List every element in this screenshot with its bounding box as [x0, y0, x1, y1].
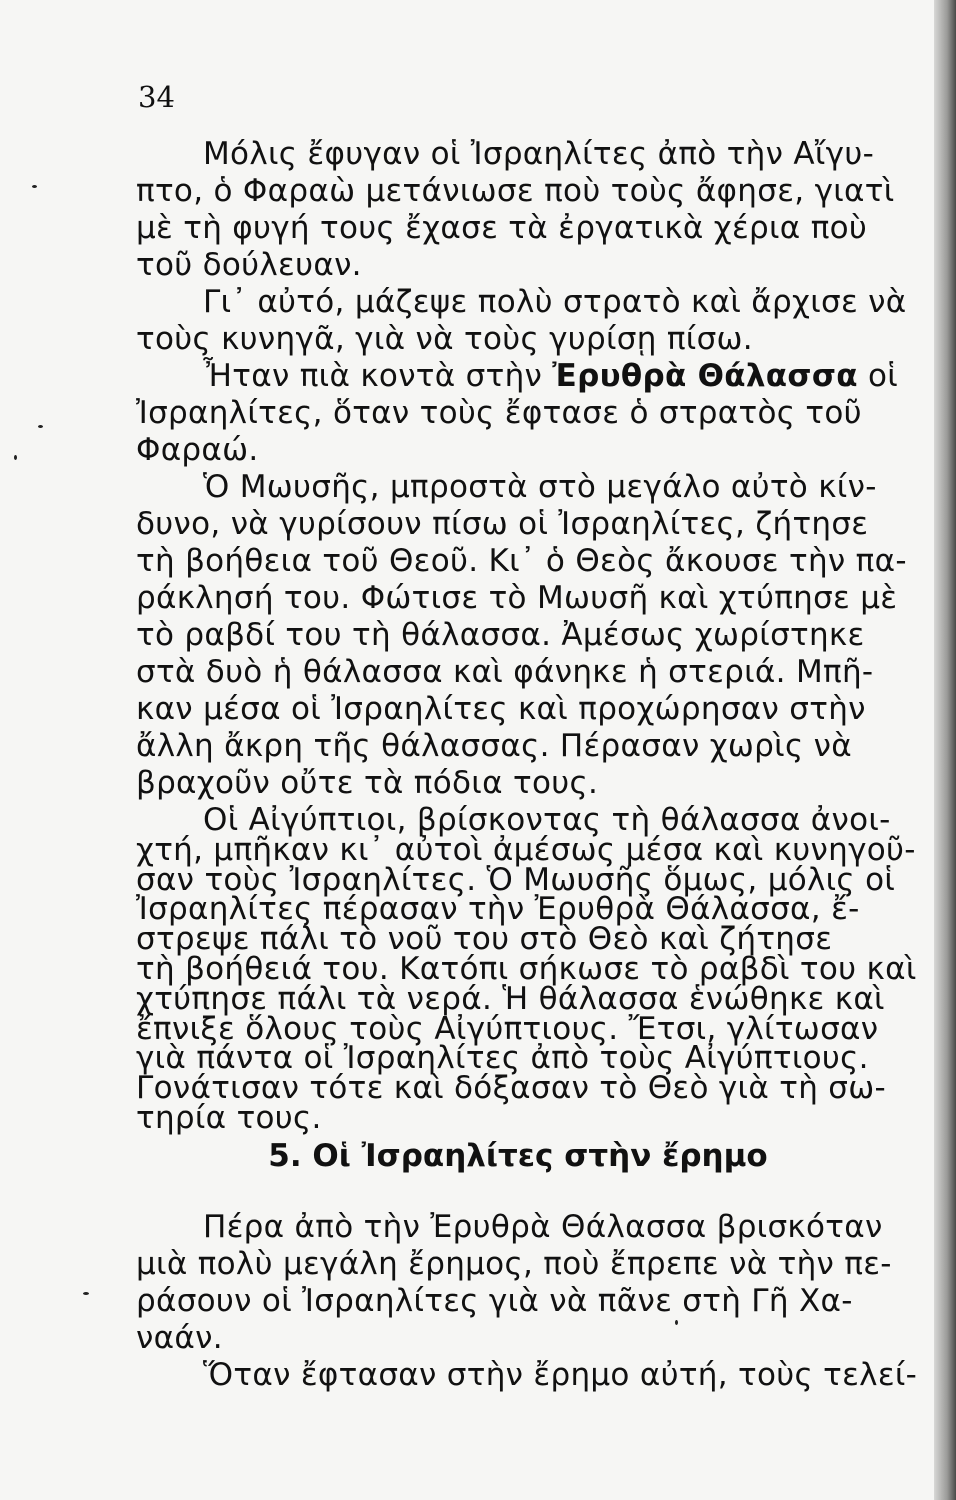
text-line: σαν τοὺς Ἰσραηλίτες. Ὁ Μωυσῆς ὅμως, μόλις οἱ [136, 861, 896, 898]
text-line: γιὰ πάντα οἱ Ἰσραηλίτες ἀπὸ τοὺς Αἰγύπτιους. [136, 1040, 869, 1077]
text-line: δυνο, νὰ γυρίσουν πίσω οἱ Ἰσραηλίτες, ζήτησε [136, 506, 869, 542]
scan-speck [32, 185, 37, 188]
text-line: Πέρα ἀπὸ τὴν Ἐρυθρὰ Θάλασσα βρισκόταν [203, 1209, 883, 1245]
scan-speck [83, 1292, 89, 1295]
text-line: μιὰ πολὺ μεγάλη ἔρημος, ποὺ ἔπρεπε νὰ τὴν πε- [136, 1246, 892, 1282]
text-line: Γονάτισαν τότε καὶ δόξασαν τὸ Θεὸ γιὰ τὴ σω- [136, 1070, 886, 1107]
text-line: Ἰσραηλίτες πέρασαν τὴν Ἐρυθρὰ Θάλασσα, ἔ- [136, 891, 860, 928]
text-line: τοῦ δούλευαν. [136, 247, 362, 283]
text-line: μὲ τὴ φυγή τους ἔχασε τὰ ἐργατικὰ χέρια ποὺ [136, 210, 868, 246]
text-line: βραχοῦν οὔτε τὰ πόδια τους. [136, 765, 599, 801]
text-run: Ἦταν πιὰ κοντὰ στὴν [203, 358, 553, 394]
text-line: τηρία τους. [136, 1100, 322, 1136]
text-line: στὰ δυὸ ἡ θάλασσα καὶ φάνηκε ἡ στεριά. Μπῆ- [136, 654, 874, 690]
text-line [203, 358, 943, 394]
text-line: τὴ βοήθειά του. Κατόπι σήκωσε τὸ ραβδὶ του καὶ [136, 951, 917, 987]
text-line: χτή, μπῆκαν κι᾿ αὐτοὶ ἀμέσως μέσα καὶ κυνηγοῦ- [136, 831, 916, 868]
text-line: ναάν. [136, 1320, 223, 1356]
text-line: χτύπησε πάλι τὰ νερά. Ἡ θάλασσα ἑνώθηκε καὶ [136, 980, 885, 1017]
text-run: οἱ [857, 358, 899, 394]
text-line: ράσουν οἱ Ἰσραηλίτες γιὰ νὰ πᾶνε στὴ Γῆ Χα- [136, 1283, 853, 1319]
text-line: τὸ ραβδί του τὴ θάλασσα. Ἀμέσως χωρίστηκε [136, 617, 865, 653]
scan-speck [675, 1320, 678, 1325]
page-edge-shadow [934, 0, 956, 1500]
text-line: Ἰσραηλίτες, ὅταν τοὺς ἔφτασε ὁ στρατὸς τοῦ [136, 395, 862, 431]
text-line: τὴ βοήθεια τοῦ Θεοῦ. Κι᾿ ὁ Θεὸς ἄκουσε τὴν πα- [136, 543, 907, 579]
text-line: ἄλλη ἄκρη τῆς θάλασσας. Πέρασαν χωρὶς νὰ [136, 728, 852, 764]
text-line: Οἱ Αἰγύπτιοι, βρίσκοντας τὴ θάλασσα ἀνοι- [203, 802, 891, 838]
scan-speck [14, 455, 17, 460]
text-line: Ὁ Μωυσῆς, μπροστὰ στὸ μεγάλο αὐτὸ κίν- [203, 469, 877, 505]
text-line: Ὅταν ἔφτασαν στὴν ἔρημο αὐτή, τοὺς τελεί- [203, 1357, 918, 1393]
text-line: Γι᾿ αὐτό, μάζεψε πολὺ στρατὸ καὶ ἄρχισε νὰ [203, 284, 907, 320]
text-line: τοὺς κυνηγᾶ, γιὰ νὰ τοὺς γυρίσῃ πίσω. [136, 321, 753, 357]
text-line: καν μέσα οἱ Ἰσραηλίτες καὶ προχώρησαν στὴν [136, 691, 866, 727]
text-line: ἔπνιξε ὅλους τοὺς Αἰγύπτιους. Ἔτσι, γλίτωσαν [136, 1010, 879, 1047]
text-line: στρεψε πάλι τὸ νοῦ του στὸ Θεὸ καὶ ζήτησε [136, 921, 833, 958]
text-line: Μόλις ἔφυγαν οἱ Ἰσραηλίτες ἀπὸ τὴν Αἴγυ- [203, 136, 875, 172]
scan-speck [38, 425, 43, 428]
text-line: Φαραώ. [136, 432, 259, 468]
bold-term: Ἐρυθρὰ Θάλασσα [552, 358, 858, 394]
section-heading: 5. Οἱ Ἰσραηλίτες στὴν ἔρημο [268, 1138, 768, 1174]
text-line: ράκλησή του. Φώτισε τὸ Μωυσῆ καὶ χτύπησε μὲ [136, 580, 898, 616]
text-line: πτο, ὁ Φαραὼ μετάνιωσε ποὺ τοὺς ἄφησε, γιατὶ [136, 173, 895, 209]
page-number: 34 [138, 80, 175, 114]
